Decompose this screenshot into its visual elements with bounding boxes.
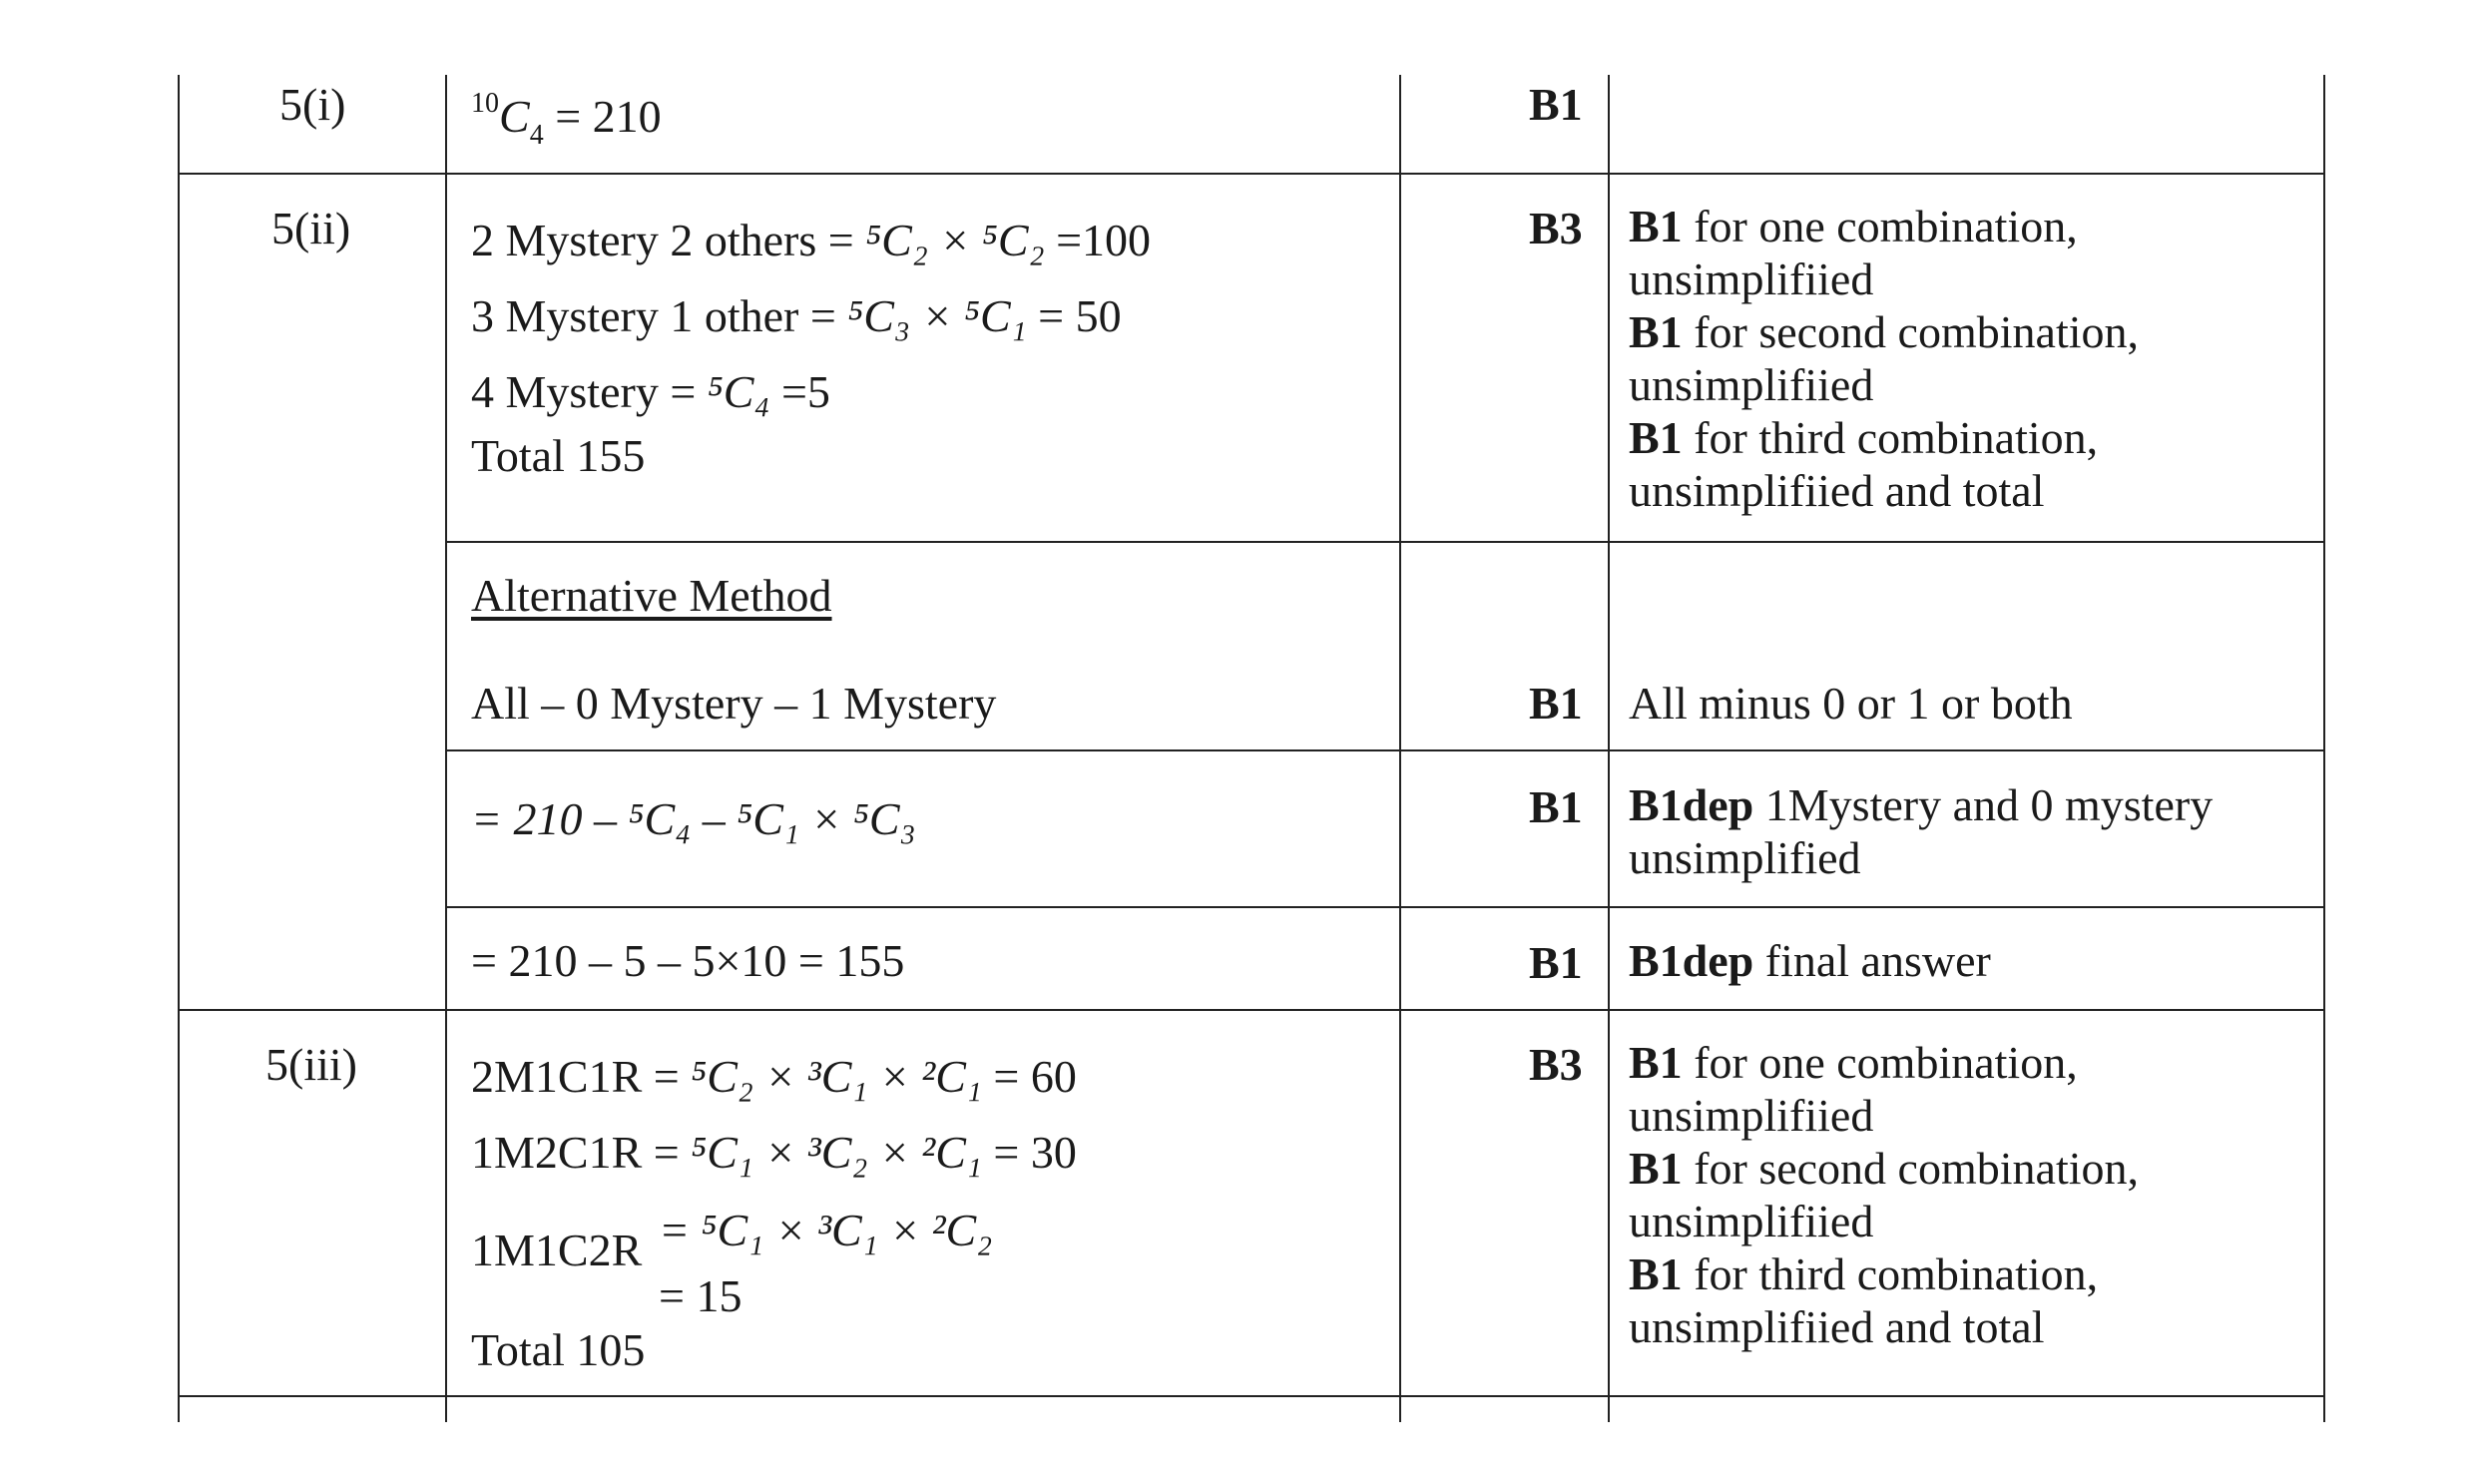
answer-math: ⁵C₄: [707, 366, 770, 417]
answer-expression: [471, 88, 662, 151]
answer-text: 3 Mystery 1 other =: [471, 290, 848, 341]
guidance-bold: B1: [1629, 201, 1683, 251]
guidance-line: [1629, 1142, 2139, 1195]
guidance-text: 1Mystery and 0 mystery: [1753, 779, 2214, 830]
answer-expression: = 210 – 5 – 5×10 = 155: [471, 935, 905, 986]
answer-math: ⁵C₂ × ⁵C₂: [865, 215, 1045, 265]
guidance-bold: B1: [1629, 1037, 1683, 1088]
column-divider: [178, 75, 180, 1422]
answer-result: = 50: [1026, 290, 1122, 341]
column-divider: [445, 75, 447, 1422]
guidance: [1629, 200, 2139, 517]
answer-text: 2 Mystery 2 others =: [471, 215, 866, 265]
answer-total: Total 155: [471, 430, 646, 481]
guidance-line: unsimplifiied and total: [1629, 465, 2045, 516]
guidance-line: unsimplifiied: [1629, 253, 1874, 304]
column-divider: [1608, 75, 1610, 1422]
guidance-line: unsimplifiied: [1629, 1090, 1874, 1141]
answer-total: Total 105: [471, 1324, 646, 1375]
answer-result: =5: [769, 366, 830, 417]
subscript: 4: [529, 120, 544, 151]
answer-math: ⁵C₁ × ³C₂ × ²C₁: [691, 1127, 982, 1178]
guidance-line: [1629, 411, 2139, 464]
guidance-line: [1629, 1036, 2139, 1089]
answer-result: = 15: [659, 1270, 742, 1321]
column-divider: [2323, 75, 2325, 1422]
guidance-text: for second combination,: [1682, 1143, 2140, 1194]
guidance-text: final answer: [1753, 935, 1991, 986]
question-number: 5(ii): [271, 203, 351, 253]
mark: B1: [1529, 79, 1583, 130]
answer-text: 2M1C1R =: [471, 1051, 692, 1102]
mark: B3: [1529, 203, 1583, 253]
alt-method-heading: Alternative Method: [471, 570, 832, 621]
guidance-bold: B1dep: [1629, 935, 1754, 986]
answer-math: ⁵C₂ × ³C₁ × ²C₁: [691, 1051, 982, 1102]
answer-expression: = 210 – ⁵C₄ – ⁵C₁ × ⁵C₃: [471, 793, 916, 844]
alt-method-line: All – 0 Mystery – 1 Mystery: [471, 678, 997, 729]
symbol: C: [499, 91, 530, 142]
guidance-bold: B1: [1629, 1143, 1683, 1194]
mark: B1: [1529, 781, 1583, 832]
row-divider: [178, 173, 2325, 175]
guidance-line: unsimplifiied: [1629, 1196, 1874, 1246]
answer-result: =100: [1044, 215, 1152, 265]
answer-line: [471, 366, 830, 417]
answer-line: [471, 1127, 1077, 1178]
guidance-text: for third combination,: [1682, 412, 2099, 463]
guidance-line: [1629, 778, 2213, 831]
guidance-bold: B1: [1629, 306, 1683, 357]
mark: B3: [1529, 1039, 1583, 1090]
question-number: 5(iii): [265, 1039, 357, 1090]
guidance-line: unsimplifiied and total: [1629, 1301, 2045, 1352]
mark: B1: [1529, 678, 1583, 729]
guidance-line: [1629, 200, 2139, 252]
answer-result: = 60: [981, 1051, 1077, 1102]
guidance-line: unsimplifiied: [1629, 359, 1874, 410]
answer-math: ⁵C₃ × ⁵C₁: [847, 290, 1027, 341]
guidance: All minus 0 or 1 or both: [1629, 678, 2073, 729]
guidance-text: for one combination,: [1682, 1037, 2078, 1088]
guidance-line: [1629, 934, 1991, 987]
row-divider: [178, 1009, 2325, 1011]
guidance-line: unsimplified: [1629, 832, 1861, 883]
row-divider: [445, 906, 2325, 908]
answer-math: = ⁵C₁ × ³C₁ × ²C₂: [659, 1205, 993, 1255]
answer-line: [471, 215, 1152, 265]
answer-text: 1M2C1R =: [471, 1127, 692, 1178]
row-divider: [445, 541, 2325, 543]
guidance-text: for second combination,: [1682, 306, 2140, 357]
guidance-bold: B1dep: [1629, 779, 1754, 830]
answer-line-label: 1M1C2R: [471, 1225, 643, 1275]
mark: B1: [1529, 937, 1583, 988]
answer-text: 4 Mystery =: [471, 366, 708, 417]
result: = 210: [543, 91, 662, 142]
guidance-line: [1629, 305, 2139, 358]
guidance: [1629, 778, 2213, 884]
guidance-text: for third combination,: [1682, 1248, 2099, 1299]
guidance: [1629, 934, 1991, 987]
answer-result: = 30: [981, 1127, 1077, 1178]
guidance-text: for one combination,: [1682, 201, 2078, 251]
guidance-bold: B1: [1629, 412, 1683, 463]
row-divider: [178, 1395, 2325, 1397]
guidance-line: [1629, 1247, 2139, 1300]
question-number: 5(i): [279, 79, 346, 130]
column-divider: [1399, 75, 1401, 1422]
row-divider: [445, 749, 2325, 751]
answer-line: [471, 1051, 1077, 1102]
superscript: 10: [471, 88, 499, 119]
guidance: [1629, 1036, 2139, 1353]
answer-line: [471, 290, 1122, 341]
guidance-bold: B1: [1629, 1248, 1683, 1299]
